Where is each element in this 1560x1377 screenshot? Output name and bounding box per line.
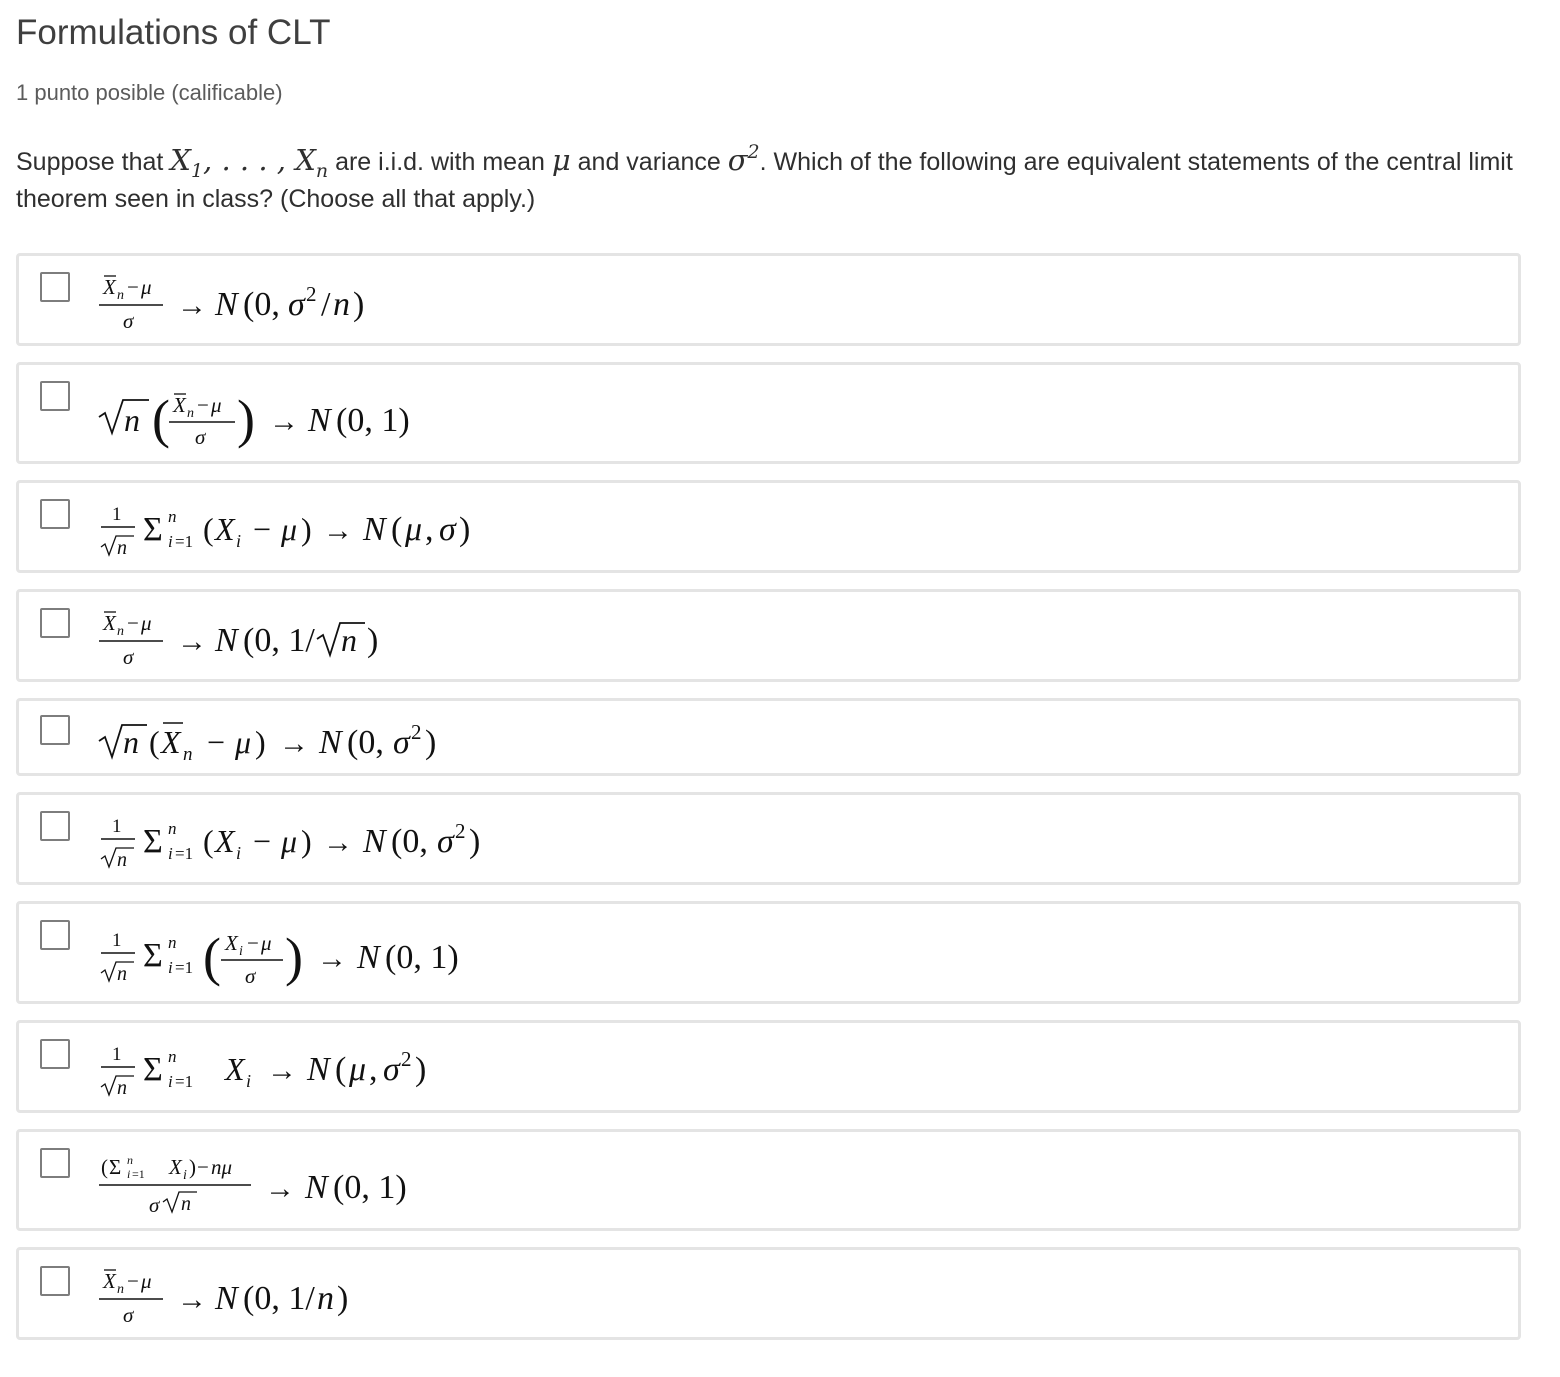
svg-text:X: X xyxy=(215,510,235,547)
svg-text:X: X xyxy=(215,822,235,859)
svg-text:N: N xyxy=(308,402,331,439)
svg-text:σ: σ xyxy=(439,510,456,548)
svg-text:(0, 1): (0, 1) xyxy=(333,1169,407,1206)
choice-formula xyxy=(97,592,417,679)
formula-graphic xyxy=(97,707,477,767)
svg-text:X: X xyxy=(161,724,181,760)
svg-text:→: → xyxy=(177,1282,207,1316)
svg-text:σ: σ xyxy=(288,285,305,323)
svg-text:(0, 1/: (0, 1/ xyxy=(243,621,315,659)
choice-formula xyxy=(97,483,527,570)
choice-option[interactable] xyxy=(16,901,1521,1004)
svg-text:=1: =1 xyxy=(175,1071,194,1091)
svg-text:X: X xyxy=(225,930,238,955)
formula-graphic xyxy=(97,265,397,335)
svg-text:−: − xyxy=(207,724,226,760)
question-text xyxy=(16,142,1526,218)
svg-text:(: ( xyxy=(101,1155,108,1179)
svg-text:): ) xyxy=(425,724,437,761)
svg-text:=1: =1 xyxy=(175,957,194,977)
svg-text:(: ( xyxy=(335,1050,347,1088)
choice-option[interactable] xyxy=(16,792,1521,885)
formula-graphic xyxy=(97,492,527,562)
checkbox[interactable] xyxy=(40,608,70,638)
svg-text:μ: μ xyxy=(211,393,222,417)
svg-text:1: 1 xyxy=(112,1043,122,1065)
svg-text:→: → xyxy=(267,1053,297,1087)
formula-graphic xyxy=(97,1032,477,1102)
svg-text:(: ( xyxy=(203,822,214,859)
svg-text:n: n xyxy=(117,1076,127,1099)
svg-text:/: / xyxy=(321,285,331,323)
checkbox[interactable] xyxy=(40,811,70,841)
svg-text:nμ: nμ xyxy=(211,1155,233,1179)
points-label: 1 punto posible (calificable) xyxy=(16,80,283,105)
checkbox[interactable] xyxy=(40,715,70,745)
svg-text:μ: μ xyxy=(349,1050,367,1088)
question-text-part: Suppose that xyxy=(16,148,171,176)
svg-text:i: i xyxy=(239,943,243,959)
choice-formula xyxy=(97,1132,457,1228)
svg-text:X: X xyxy=(103,1268,116,1293)
svg-text:μ: μ xyxy=(281,822,298,859)
svg-text:2: 2 xyxy=(401,1046,412,1071)
svg-text:n: n xyxy=(168,932,177,952)
choice-option[interactable] xyxy=(16,698,1521,776)
svg-text:μ: μ xyxy=(235,724,252,760)
choice-formula xyxy=(97,795,537,882)
svg-text:(: ( xyxy=(152,389,170,449)
svg-text:μ: μ xyxy=(405,510,423,548)
svg-text:σ: σ xyxy=(195,425,206,449)
svg-text:N: N xyxy=(215,1279,238,1317)
svg-text:n: n xyxy=(117,848,127,871)
question-text-part: are i.i.d. with mean xyxy=(328,148,552,176)
choice-option[interactable] xyxy=(16,1129,1521,1231)
formula-graphic xyxy=(97,804,537,874)
svg-text:=1: =1 xyxy=(175,843,194,863)
svg-text:n: n xyxy=(168,1046,177,1066)
question-text-part: and variance xyxy=(570,148,728,176)
svg-text:σ: σ xyxy=(437,822,454,860)
svg-text:σ: σ xyxy=(245,963,256,988)
svg-text:): ) xyxy=(367,621,379,659)
svg-text:→: → xyxy=(177,624,207,658)
choice-formula xyxy=(97,1023,477,1110)
svg-text:N: N xyxy=(215,285,238,323)
svg-text:2: 2 xyxy=(455,818,466,843)
choice-formula xyxy=(97,256,397,343)
svg-text:(: ( xyxy=(149,724,160,760)
svg-text:→: → xyxy=(323,513,353,547)
svg-text:−: − xyxy=(247,930,259,955)
svg-text:X: X xyxy=(103,610,116,635)
svg-text:): ) xyxy=(237,389,255,449)
svg-text:n: n xyxy=(117,287,124,303)
svg-text:μ: μ xyxy=(281,510,298,547)
svg-text:n: n xyxy=(124,402,140,438)
svg-text:N: N xyxy=(357,938,380,976)
svg-text:i: i xyxy=(168,531,173,551)
svg-text:i: i xyxy=(236,530,242,551)
svg-text:μ: μ xyxy=(141,610,152,635)
choice-option[interactable] xyxy=(16,1020,1521,1113)
svg-text:−: − xyxy=(253,510,272,547)
svg-text:(0,: (0, xyxy=(243,285,280,323)
formula-graphic xyxy=(97,913,517,993)
svg-text:i: i xyxy=(168,957,173,977)
svg-text:X: X xyxy=(173,393,186,417)
svg-text:N: N xyxy=(363,822,386,860)
svg-text:(: ( xyxy=(203,510,214,547)
svg-text:Σ: Σ xyxy=(109,1155,122,1179)
question-text-part: . Which of the following are equivalent statements of the central limit theorem seen in class? (Choose all that apply.) xyxy=(16,148,1513,213)
svg-text:N: N xyxy=(215,621,238,659)
choice-option[interactable] xyxy=(16,589,1521,682)
math-x-sequence: $X_1$, . . . , $X_n$ xyxy=(170,143,329,182)
svg-text:(0, 1/: (0, 1/ xyxy=(243,1279,315,1317)
svg-text:): ) xyxy=(301,510,312,547)
checkbox[interactable] xyxy=(40,1266,70,1296)
svg-text:i: i xyxy=(127,1167,131,1181)
svg-text:): ) xyxy=(353,285,365,323)
svg-text:n: n xyxy=(183,744,193,765)
svg-text:n: n xyxy=(341,621,357,658)
choice-option[interactable] xyxy=(16,1247,1521,1340)
svg-text:N: N xyxy=(363,510,386,548)
svg-text:σ: σ xyxy=(123,1302,134,1327)
svg-text:μ: μ xyxy=(141,274,152,299)
svg-text:i: i xyxy=(236,842,242,863)
svg-text:i: i xyxy=(183,1168,187,1183)
svg-text:→: → xyxy=(265,1172,295,1205)
svg-text:n: n xyxy=(123,724,139,760)
svg-text:N: N xyxy=(305,1169,328,1206)
svg-text:N: N xyxy=(319,724,342,761)
svg-text:n: n xyxy=(333,285,350,323)
svg-text:(: ( xyxy=(391,510,403,548)
formula-graphic xyxy=(97,601,417,671)
svg-text:→: → xyxy=(317,941,347,975)
formula-graphic xyxy=(97,1140,457,1220)
svg-text:n: n xyxy=(117,1281,124,1297)
choice-option[interactable] xyxy=(16,253,1521,346)
svg-text:−: − xyxy=(197,1155,209,1179)
svg-text:): ) xyxy=(459,510,471,548)
checkbox[interactable] xyxy=(40,920,70,950)
svg-text:Σ: Σ xyxy=(143,936,163,974)
svg-text:n: n xyxy=(117,536,127,559)
svg-text:Σ: Σ xyxy=(143,1050,163,1088)
svg-text:σ: σ xyxy=(123,644,134,669)
checkbox[interactable] xyxy=(40,381,70,411)
svg-text:2: 2 xyxy=(411,720,422,744)
checkbox[interactable] xyxy=(40,1148,70,1178)
svg-text:(0,: (0, xyxy=(347,724,384,761)
svg-text:(: ( xyxy=(203,926,221,987)
svg-text:n: n xyxy=(117,623,124,639)
choice-formula xyxy=(97,365,437,461)
formula-graphic xyxy=(97,373,437,453)
svg-text:→: → xyxy=(279,727,309,760)
svg-text:): ) xyxy=(337,1279,349,1317)
svg-text:i: i xyxy=(168,843,173,863)
svg-text:i: i xyxy=(168,1071,173,1091)
page-title: Formulations of CLT xyxy=(16,13,331,52)
checkbox[interactable] xyxy=(40,1039,70,1069)
svg-text:n: n xyxy=(317,1279,334,1317)
svg-text:→: → xyxy=(323,825,353,859)
svg-text:=1: =1 xyxy=(175,531,194,551)
svg-text:−: − xyxy=(127,274,139,299)
svg-text:σ: σ xyxy=(123,308,134,333)
svg-text:→: → xyxy=(269,405,299,438)
choice-formula xyxy=(97,1250,397,1337)
svg-text:(0, 1): (0, 1) xyxy=(385,938,459,976)
checkbox[interactable] xyxy=(40,499,70,529)
svg-text:,: , xyxy=(369,1050,378,1088)
choice-option[interactable] xyxy=(16,362,1521,464)
svg-text:(0, 1): (0, 1) xyxy=(336,402,410,439)
svg-text:): ) xyxy=(189,1155,196,1179)
svg-text:): ) xyxy=(285,926,303,987)
math-mu: μ xyxy=(551,143,571,177)
svg-text:(0,: (0, xyxy=(391,822,428,860)
svg-text:X: X xyxy=(225,1050,245,1087)
svg-text:N: N xyxy=(307,1050,330,1088)
svg-text:1: 1 xyxy=(112,815,122,837)
checkbox[interactable] xyxy=(40,272,70,302)
svg-text:→: → xyxy=(177,288,207,322)
svg-text:2: 2 xyxy=(306,281,317,306)
svg-text:1: 1 xyxy=(112,503,122,525)
svg-text:n: n xyxy=(127,1153,133,1167)
svg-text:n: n xyxy=(181,1193,191,1215)
choice-formula xyxy=(97,904,517,1001)
math-sigma-squared: $\sigma^2$ xyxy=(727,141,760,177)
svg-text:μ: μ xyxy=(141,1268,152,1293)
svg-text:−: − xyxy=(127,1268,139,1293)
choice-formula xyxy=(97,701,477,773)
choice-option[interactable] xyxy=(16,480,1521,573)
svg-text:): ) xyxy=(469,822,481,860)
svg-text:): ) xyxy=(415,1050,427,1088)
svg-text:1: 1 xyxy=(112,929,122,951)
svg-text:−: − xyxy=(253,822,272,859)
svg-text:Σ: Σ xyxy=(143,822,163,860)
svg-text:Σ: Σ xyxy=(143,510,163,548)
svg-text:μ: μ xyxy=(261,930,272,955)
svg-text:,: , xyxy=(425,510,434,548)
svg-text:=1: =1 xyxy=(132,1167,145,1181)
svg-text:n: n xyxy=(168,506,177,526)
svg-text:n: n xyxy=(168,818,177,838)
svg-text:X: X xyxy=(169,1155,182,1179)
svg-text:−: − xyxy=(197,393,209,417)
formula-graphic xyxy=(97,1259,397,1329)
svg-text:i: i xyxy=(246,1070,252,1091)
svg-text:n: n xyxy=(187,406,194,421)
svg-text:σ: σ xyxy=(383,1050,400,1088)
svg-text:σ: σ xyxy=(149,1193,160,1217)
svg-text:): ) xyxy=(301,822,312,859)
svg-text:X: X xyxy=(103,274,116,299)
svg-text:n: n xyxy=(117,962,127,985)
svg-text:−: − xyxy=(127,610,139,635)
svg-text:σ: σ xyxy=(393,724,410,761)
svg-text:): ) xyxy=(255,724,266,760)
